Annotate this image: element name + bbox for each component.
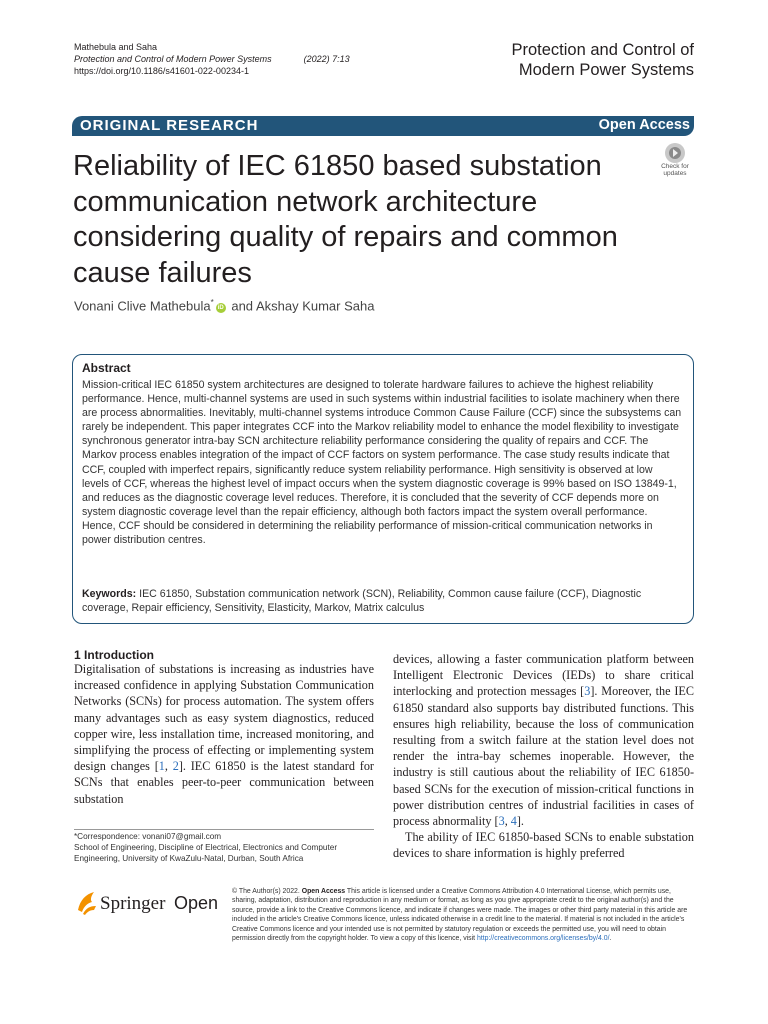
license-prefix: © The Author(s) 2022. [232, 888, 300, 895]
keywords [82, 587, 682, 615]
journal-title-line1: Protection and Control of [511, 41, 694, 59]
body-text: ]. Moreover, the IEC 61850 standard also supports bay distributed functions. This ensures high reliability, because the loss of communication resulting from a switch failure at the station level does not render the intra-bay schemes inoperable. However, the industry is still cautious about the reliability of IEC 61850-based SCNs for the execution of mission-critical functions in power distribution centres of industrial facilities in cases of process abnormality [ [393, 684, 694, 829]
license-end: . [609, 935, 612, 943]
abstract-heading: Abstract [82, 361, 131, 375]
article-title: Reliability of IEC 61850 based substation communication network architecture considering quality of repairs and common cause failures [73, 150, 618, 289]
keywords-label: Keywords: [82, 588, 137, 600]
citation-link[interactable]: 3 [498, 814, 505, 829]
springer-open-logo[interactable] [74, 888, 224, 923]
section-heading [74, 648, 154, 662]
author-2[interactable]: Akshay Kumar Saha [255, 298, 375, 314]
check-updates-line1: Check for [661, 163, 689, 170]
correspondence[interactable]: *Correspondence: vonani07@gmail.com [74, 832, 222, 841]
body-text: The ability of IEC 61850-based SCNs to enable substation devices to share information is highly preferred [393, 830, 694, 861]
article-type-label: ORIGINAL RESEARCH [80, 117, 259, 134]
license-open-access: Open Access [301, 888, 346, 895]
section-number: 1 [74, 648, 81, 662]
springer-horse-icon [74, 888, 224, 918]
citation-link[interactable]: 1 [158, 759, 165, 774]
journal-citation [74, 53, 350, 65]
check-updates-label [656, 163, 694, 177]
publisher-suffix: Open [174, 893, 219, 913]
body-text: ]. IEC 61850 is the latest standard for SCNs that enables peer-to-peer communication between substation [74, 759, 374, 806]
corresponding-marker: * [210, 298, 214, 307]
orcid-icon[interactable]: iD [217, 305, 224, 312]
doi-link[interactable]: https://doi.org/10.1186/s41601-022-00234-1 [74, 66, 249, 76]
author-list [74, 298, 374, 313]
keywords-list: IEC 61850, Substation communication network (SCN), Reliability, Common cause failure (CCF), Diagnostic coverage, Repair efficiency, Sensitivity, Elasticity, Markov, Matrix calculus [82, 588, 642, 615]
journal-title-line2: Modern Power Systems [518, 61, 694, 79]
license-text [232, 887, 696, 943]
body-text: Digitalisation of substations is increasing as industries have increased confidence in applying Substation Communication Networks (SCNs) for process automation. The system offers many advantages such as easy system diagnostics, reduced copper wire, less installation time, increased monitoring, and simplifying the process of effecting or implementing system design changes [ [74, 662, 374, 774]
article-meta [74, 41, 350, 77]
author-conjunction: and [231, 298, 254, 314]
authors-short: Mathebula and Saha [74, 42, 158, 52]
footnote [74, 831, 374, 864]
license-url[interactable]: http://creativecommons.org/licenses/by/4.0/ [476, 935, 610, 943]
journal-name-italic: Protection and Control of Modern Power Systems [74, 54, 272, 64]
citation-link[interactable]: 3 [584, 684, 591, 699]
footnote-divider [74, 829, 374, 830]
section-title: Introduction [84, 648, 155, 662]
body-column-2: devices, allowing a faster communication platform between Intelligent Electronic Devices (IEDs) to share critical interlocking and protection messages [3]. Moreover, the IEC 61850 standard also supports bay distributed functions. This ensures high reliability, because the loss of communication resulting from a switch failure at the station level does not render the intra-bay schemes inoperable. However, the industry is still cautious about the reliability of IEC 61850-based SCNs for the execution of mission-critical functions in power distribution centres of industrial facilities in cases of process abnormality [3, 4]. The ability of IEC 61850-based SCNs to enable substation devices to share information is highly preferred [393, 652, 694, 861]
check-updates-line2: updates [663, 170, 687, 177]
journal-title [511, 40, 694, 80]
license-body: This article is licensed under a Creative Commons Attribution 4.0 International License, which permits use, sharing, adaptation, distribution and reproduction in any medium or format, as long as you give appropriate credit to the original author(s) and the source, provide a link to the Creative Commons licence, and indicate if changes were made. The images or other third party material in this article are included in the article's Creative Commons licence, unless indicated otherwise in a credit line to the material. If material is not included in the article's Creative Commons licence and your intended use is not permitted by statutory regulation or exceeds the permitted use, you will need to obtain permission directly from the copyright holder. To view a copy of this licence, visit [232, 888, 688, 943]
abstract-text: Mission-critical IEC 61850 system architectures are designed to tolerate hardware failures to achieve the highest reliability performance. Hence, multi-channel systems are used in such systems within industrial facilities to isolate machinery when there are process abnormalities. Inevitably, multi-channel systems introduce Common Cause Failure (CCF) since the subsystems can rarely be independent. This paper integrates CCF into the Markov reliability model to enhance the model flexibility to investigate synchronous generator intra-bay SCN architecture reliability performance considering the quality of repairs and CCF. The Markov process enables integration of the impact of CCF factors on system performance. The case study results indicate that CCF, coupled with imperfect repairs, significantly reduce system reliability performance. High sensitivity is observed at low levels of CCF, whereas the highest level of impact occurs when the system diagnostic coverage is 99% based on ISO 13849-1, and reduces as the diagnostic coverage level reduces. Therefore, it is concluded that the severity of CCF depends more on system diagnostic coverage level than the repair efficiency, although both factors impact the system overall performance. Hence, CCF should be considered in determining the reliability performance of mission-critical communication networks in power distribution centres. [82, 379, 682, 547]
author-1[interactable]: Vonani Clive Mathebula [74, 298, 211, 314]
publisher-name: Springer [100, 893, 166, 914]
citation-link[interactable]: 4 [510, 814, 517, 829]
citation-link[interactable]: 2 [172, 759, 179, 774]
body-column-1: Digitalisation of substations is increasing as industries have increased confidence in applying Substation Communication Networks (SCNs) for process automation. The system offers many advantages such as easy system diagnostics, reduced copper wire, less installation time, increased monitoring, and simplifying the process of effecting or implementing system design changes [1, 2]. IEC 61850 is the latest standard for SCNs that enables peer-to-peer communication between substation [74, 662, 374, 806]
open-access-label: Open Access [598, 117, 690, 133]
journal-volume: (2022) 7:13 [303, 54, 350, 64]
body-text: devices, allowing a faster communication platform between Intelligent Electronic Devices (IEDs) to share critical interlocking and protection messages [ [393, 652, 694, 699]
affiliation: School of Engineering, Discipline of Electrical, Electronics and Computer Engineering, University of KwaZulu-Natal, Durban, South Africa [74, 843, 338, 863]
